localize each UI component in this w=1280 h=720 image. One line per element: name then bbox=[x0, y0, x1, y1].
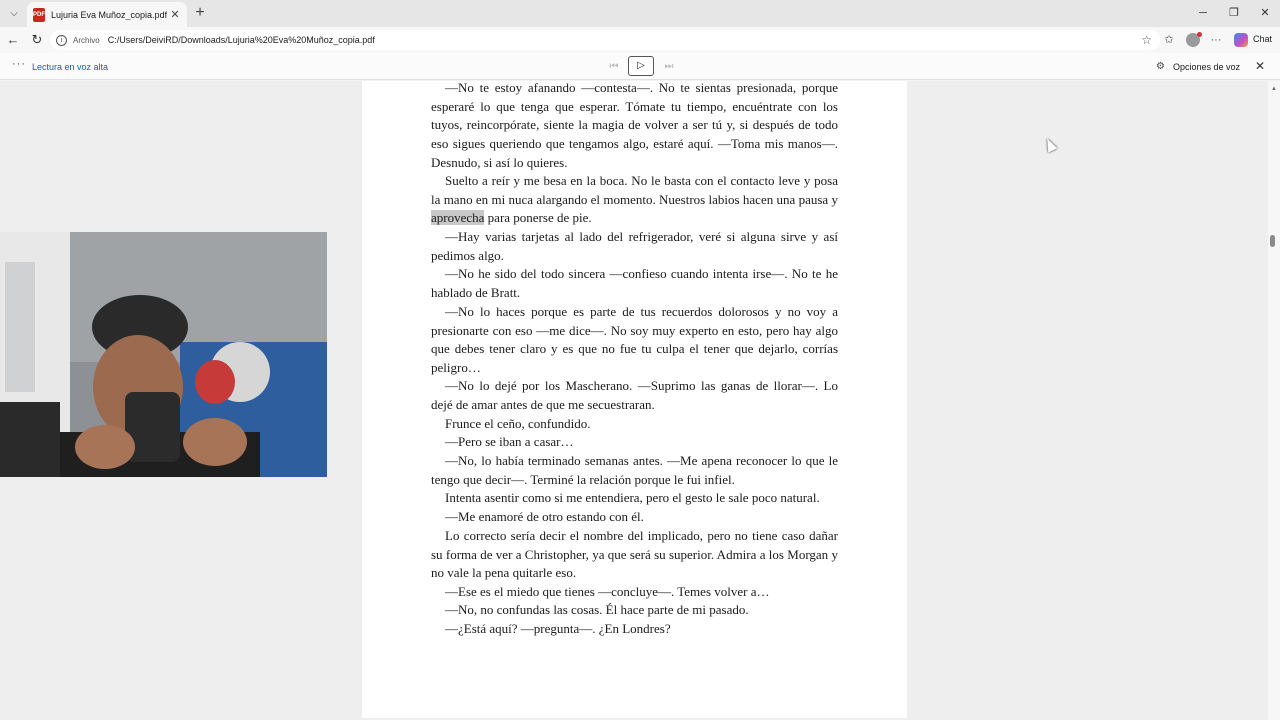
paragraph-text: Suelto a reír y me besa en la boca. No le basta con el contacto leve y posa la mano en mi nuca alargando el momento. Nuestros labios hacen una pausa y bbox=[431, 173, 838, 207]
minimize-icon[interactable]: ─ bbox=[1199, 7, 1207, 19]
pdf-file-icon: PDF bbox=[33, 8, 45, 22]
read-aloud-more-icon[interactable]: ··· bbox=[12, 58, 26, 70]
previous-paragraph-icon[interactable]: ⏮ bbox=[609, 61, 619, 72]
scrollbar-thumb[interactable] bbox=[1270, 235, 1275, 247]
url-text[interactable]: C:/Users/DeiviRD/Downloads/Lujuria%20Eva%20Muñoz_copia.pdf bbox=[107, 35, 375, 45]
webcam-person-image bbox=[0, 232, 327, 477]
read-aloud-highlight: aprovecha bbox=[431, 210, 485, 226]
next-paragraph-icon[interactable]: ⏭ bbox=[664, 61, 674, 72]
paragraph: —Hay varias tarjetas al lado del refrigerador, veré si alguna sirve y así pedimos algo. bbox=[431, 229, 838, 263]
paragraph: —No he sido del todo sincera —confieso cuando intenta irse—. No te he hablado de Bratt. bbox=[431, 266, 838, 300]
tab-strip bbox=[0, 0, 1280, 27]
paragraph: —Me enamoré de otro estando con él. bbox=[445, 509, 644, 524]
webcam-overlay bbox=[0, 232, 327, 477]
paragraph: —No te estoy afanando —contesta—. No te sientas presionada, porque esperaré lo que tenga que esperar. Tómate tu tiempo, encuéntrate con los tuyos, reincorpórate, siente la magia de volver a ser tú y, si después de todo eso sigues queriendo que tengamos algo, estaré aquí. —Toma mis manos—. Desnudo, si así lo quieres. bbox=[431, 80, 838, 170]
read-aloud-label: Lectura en voz alta bbox=[32, 62, 109, 72]
paragraph: —Pero se iban a casar… bbox=[445, 434, 574, 449]
notification-dot-icon bbox=[1197, 32, 1202, 37]
read-aloud-close-icon[interactable]: ✕ bbox=[1255, 59, 1266, 73]
tab-title: Lujuria Eva Muñoz_copia.pdf bbox=[51, 9, 167, 20]
window-close-icon[interactable]: ✕ bbox=[1260, 7, 1270, 19]
url-field[interactable] bbox=[50, 30, 1160, 50]
paragraph: —¿Está aquí? —pregunta—. ¿En Londres? bbox=[445, 621, 671, 636]
copilot-icon[interactable] bbox=[1234, 33, 1248, 47]
favorites-icon[interactable]: ✩ bbox=[1164, 34, 1174, 46]
new-tab-button[interactable]: + bbox=[195, 4, 205, 21]
more-menu-icon[interactable]: ··· bbox=[1210, 34, 1222, 46]
chat-button-label[interactable]: Chat bbox=[1253, 34, 1273, 44]
paragraph-text-end: para ponerse de pie. bbox=[484, 210, 592, 226]
paragraph: Frunce el ceño, confundido. bbox=[445, 416, 591, 431]
reload-icon[interactable]: ↻ bbox=[31, 32, 43, 47]
tab-actions-chevron-icon[interactable]: ⌵ bbox=[10, 8, 18, 19]
info-icon[interactable]: i bbox=[56, 35, 67, 46]
paragraph: —No, no confundas las cosas. Él hace parte de mi pasado. bbox=[445, 602, 749, 617]
paragraph: —No, lo había terminado semanas antes. —Me apena reconocer lo que le tengo que decir—. Terminé la relación porque le fui infiel. bbox=[431, 453, 838, 487]
paragraph: —No lo haces porque es parte de tus recuerdos dolorosos y no voy a presionarte con eso —me dice—. No soy muy experto en esto, pero hay algo que debes tener claro y es que no fue tu culpa el tener que dejarlo, corrías peligro… bbox=[431, 304, 838, 376]
favorite-star-icon[interactable]: ☆ bbox=[1141, 33, 1152, 47]
address-bar bbox=[0, 27, 1280, 53]
read-aloud-toolbar bbox=[0, 53, 1280, 80]
voice-options-icon[interactable]: ⚙ bbox=[1156, 61, 1165, 72]
voice-options-button[interactable]: Opciones de voz bbox=[1173, 62, 1241, 72]
paragraph: Lo correcto sería decir el nombre del implicado, pero no tiene caso dañar su forma de ver a Christopher, ya que será su superior. Admira a los Morgan y no vale la pena quitarle eso. bbox=[431, 528, 838, 581]
paragraph: Intenta asentir como si me entendiera, pero el gesto le sale poco natural. bbox=[445, 490, 820, 505]
tab-pdf[interactable] bbox=[27, 2, 187, 27]
file-scheme-label: Archivo bbox=[73, 35, 100, 45]
paragraph: —Ese es el miedo que tienes —concluye—. Temes volver a… bbox=[445, 584, 770, 599]
vertical-scrollbar[interactable] bbox=[1268, 81, 1280, 720]
tab-close-icon[interactable]: ✕ bbox=[170, 9, 180, 21]
paragraph: —No lo dejé por los Mascherano. —Suprimo las ganas de llorar—. Lo dejé de amar antes de que me secuestraran. bbox=[431, 378, 838, 412]
back-arrow-icon[interactable]: ← bbox=[6, 32, 20, 47]
paragraph-highlighted bbox=[431, 172, 838, 228]
scroll-up-arrow-icon[interactable]: ▲ bbox=[1271, 86, 1277, 92]
play-button[interactable]: ▷ bbox=[628, 56, 654, 76]
restore-icon[interactable]: ❐ bbox=[1229, 7, 1239, 19]
